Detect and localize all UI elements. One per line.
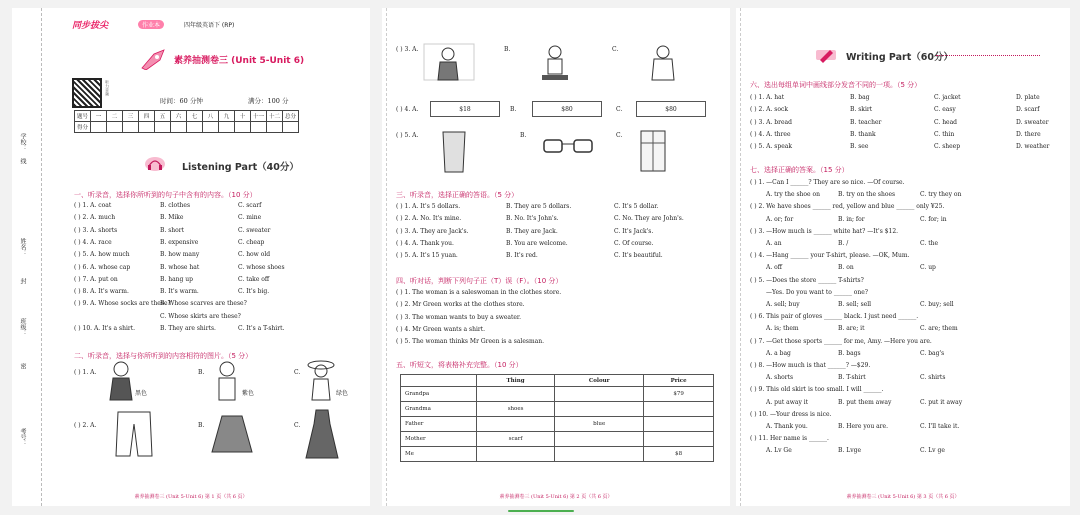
table-cell-4-2[interactable]: [555, 447, 644, 462]
s1-item-6-opt-2: C. whose shoes: [238, 263, 285, 271]
s7-row-7-col-2: C. up: [920, 264, 936, 272]
table-cell-1-3[interactable]: [644, 402, 714, 417]
price-tag-c: $80: [636, 101, 706, 117]
section-5-heading: 五、听短文，将表格补充完整。（10 分）: [396, 361, 523, 369]
s3-item-5-opt-1: B. It's red.: [506, 252, 538, 260]
pencil-icon: [814, 46, 838, 64]
s3-item-5-opt-0: ( ) 5. A. It's 15 yuan.: [396, 252, 458, 260]
score-blank-cell: [155, 122, 171, 133]
s4-statement-1: ( ) 1. The woman is a saleswoman in the clothes store.: [396, 289, 562, 296]
s1-item-4-opt-2: C. cheap: [238, 238, 265, 246]
listening-part-title: Listening Part（40分）: [182, 162, 299, 173]
s3-item-1-opt-2: C. It's 5 dollar.: [614, 203, 659, 210]
s6-item-3-opt-3: D. sweater: [1016, 118, 1049, 126]
colour-note-3: 绿色: [336, 390, 349, 397]
s1-item-8-opt-2: C. It's big.: [238, 288, 270, 296]
s4-statement-2: ( ) 2. Mr Green works at the clothes store.: [396, 301, 525, 309]
writing-part-title: Writing Part（60分）: [846, 52, 953, 63]
s1-item-3-opt-1: B. short: [160, 226, 185, 234]
s7-row-22-col-2: C. Lv ge: [920, 447, 945, 455]
table-cell-2-3[interactable]: [644, 417, 714, 432]
section-4-heading: 四、听对话，判断下列句子正（T）误（F）。（10 分）: [396, 277, 563, 285]
picture-q3-c: C.: [612, 46, 619, 53]
s6-item-4-opt-1: B. thank: [850, 130, 876, 138]
s7-row-14-col-1: B. bags: [838, 349, 861, 357]
s4-statement-3: ( ) 3. The woman wants to buy a sweater.: [396, 313, 522, 321]
full-score-label: 满分：100 分: [248, 97, 289, 105]
score-header-cell: 五: [155, 111, 171, 122]
s6-item-1-opt-3: D. plate: [1016, 94, 1040, 101]
s7-row-5-col-2: C. the: [920, 240, 939, 247]
s3-item-2-opt-2: C. No. They are John's.: [614, 215, 684, 223]
s7-row-18-col-2: C. put it away: [920, 398, 963, 406]
colour-note-2: 紫色: [242, 390, 255, 397]
section-2-heading: 二、听录音，选择与你所听到的内容相符的图片。（5 分）: [74, 352, 253, 360]
girl-trying-shoes-image: [528, 42, 582, 82]
score-blank-cell: [171, 122, 187, 133]
s7-row-7-col-1: B. on: [838, 264, 854, 272]
price-q4-label: ( ) 4. A.: [396, 106, 419, 113]
s7-row-20-col-1: B. Here you are.: [838, 423, 889, 430]
s6-item-1-opt-0: ( ) 1. A. hat: [750, 94, 785, 101]
price-q4-c: C.: [616, 106, 623, 113]
s1-item-3-opt-0: ( ) 3. A. shorts: [74, 226, 118, 234]
s7-row-14-col-0: A. a bag: [766, 349, 791, 357]
table-cell-0-0: Grandpa: [401, 387, 477, 402]
s1-item-5-opt-1: B. how many: [160, 251, 200, 259]
s7-row-3-col-0: A. or; for: [766, 215, 794, 223]
s7-row-0-col-0: ( ) 1. —Can I ______? They are so nice. —Of course.: [750, 179, 905, 186]
s6-item-5-opt-0: ( ) 5. A. speak: [750, 143, 792, 151]
score-header-cell: 总分: [283, 111, 299, 122]
s7-row-17-col-0: ( ) 9. This old skirt is too small. I will ______.: [750, 386, 884, 394]
s7-row-7-col-0: A. off: [766, 264, 783, 272]
s7-row-10-col-0: A. sell; buy: [766, 301, 800, 308]
s6-item-4-opt-3: D. there: [1016, 130, 1041, 138]
score-blank-cell: [123, 122, 139, 133]
s7-row-11-col-0: ( ) 6. This pair of gloves ______ black. I just need ______.: [750, 313, 919, 321]
s7-row-22-col-1: B. Lvge: [838, 447, 861, 455]
table-cell-1-2[interactable]: [555, 402, 644, 417]
page-2: [382, 8, 730, 506]
s6-item-2-opt-3: D. scarf: [1016, 106, 1040, 114]
school-label: 学校：: [19, 133, 26, 151]
s1-item-5-opt-0: ( ) 5. A. how much: [74, 251, 130, 259]
name-label: 姓名：: [19, 238, 26, 256]
s6-item-5-opt-2: C. sheep: [934, 143, 961, 151]
s1-item-4-opt-0: ( ) 4. A. race: [74, 238, 112, 246]
s1-item-7-opt-2: C. take off: [238, 275, 270, 283]
table-cell-1-1: shoes: [477, 402, 555, 417]
s6-item-5-opt-1: B. see: [850, 143, 869, 151]
s7-row-6-col-0: ( ) 4. —Hang ______ your T-shirt, please. —OK, Mum.: [750, 252, 910, 260]
table-cell-3-3[interactable]: [644, 432, 714, 447]
s1-item-2-opt-0: ( ) 2. A. much: [74, 214, 116, 222]
s3-item-2-opt-0: ( ) 2. A. No. It's mine.: [396, 215, 462, 223]
s7-row-12-col-1: B. are; it: [838, 325, 865, 333]
s1-item-10-opt-1: C. Whose skirts are these?: [160, 312, 241, 320]
table-cell-4-0: Me: [401, 447, 477, 462]
boy-purple-clothes-image: [210, 360, 244, 402]
s7-row-16-col-2: C. shirts: [920, 374, 946, 382]
price-tag-b: $80: [532, 101, 602, 117]
table-cell-4-1[interactable]: [477, 447, 555, 462]
s7-row-14-col-2: C. bag's: [920, 349, 945, 357]
boy-taking-off-jacket-image: [636, 42, 690, 82]
s1-item-1-opt-0: ( ) 1. A. coat: [74, 202, 112, 209]
girl-hanging-clothes-image: [422, 42, 476, 82]
s7-row-3-col-1: B. in; for: [838, 215, 865, 223]
s6-item-2-opt-0: ( ) 2. A. sock: [750, 106, 788, 114]
table-header-3: Price: [644, 375, 714, 387]
score-header-cell: 一: [91, 111, 107, 122]
s7-row-15-col-0: ( ) 8. —How much is that ______? —$29.: [750, 362, 871, 369]
binding-gutter: [12, 8, 42, 506]
s6-item-3-opt-2: C. head: [934, 118, 958, 126]
s6-item-4-opt-0: ( ) 4. A. three: [750, 130, 791, 138]
table-header-2: Colour: [555, 375, 644, 387]
section-7-heading: 七、选择正确的答案。（15 分）: [750, 166, 849, 174]
s7-row-20-col-0: A. Thank you.: [766, 423, 808, 430]
s3-item-3-opt-1: B. They are Jack.: [506, 227, 558, 235]
score-header-cell: 九: [219, 111, 235, 122]
s7-row-10-col-1: B. sell; sell: [838, 301, 872, 308]
page-divider-2: [740, 8, 741, 506]
score-blank-cell: [283, 122, 299, 133]
s6-item-3-opt-1: B. teacher: [850, 118, 882, 126]
headphone-icon: [144, 156, 166, 172]
table-row: [401, 387, 714, 402]
rocket-icon: [140, 48, 168, 70]
brand-logo: 同步拔尖: [72, 21, 109, 31]
s1-item-8-opt-1: B. It's warm.: [160, 288, 199, 296]
s1-item-6-opt-0: ( ) 6. A. whose cap: [74, 263, 131, 271]
page-3-footer: 素养抽测卷三 (Unit 5-Unit 6) 第 3 页（共 6 页）: [846, 494, 960, 500]
seal-mark-line: 线: [19, 158, 26, 164]
s1-item-9-opt-0: ( ) 9. A. Whose socks are these?: [74, 300, 171, 308]
seat-label: 考号：: [19, 428, 26, 446]
page-divider: [386, 8, 387, 506]
s7-row-13-col-0: ( ) 7. —Get those sports ______ for me, Amy. —Here you are.: [750, 337, 932, 345]
s6-item-1-opt-1: B. bag: [850, 94, 870, 101]
picture-q1-c: C.: [294, 369, 301, 376]
s3-item-4-opt-1: B. You are welcome.: [506, 239, 568, 247]
s7-row-18-col-1: B. put them away: [838, 398, 892, 406]
table-cell-0-3: $79: [644, 387, 714, 402]
s7-row-4-col-0: ( ) 3. —How much is ______ white hat? —It's $12.: [750, 227, 899, 235]
picture-q2-c: C.: [294, 422, 301, 429]
s7-row-22-col-0: A. Lv Ge: [766, 447, 792, 455]
table-cell-2-1[interactable]: [477, 417, 555, 432]
table-row: [401, 417, 714, 432]
girl-green-hat-image: [304, 358, 338, 402]
table-cell-3-1: scarf: [477, 432, 555, 447]
s7-row-9-col-0: —Yes. Do you want to ______ one?: [766, 288, 868, 296]
section-6-heading: 六、选出每组单词中画线部分发音不同的一项。（5 分）: [750, 81, 922, 89]
picture-q5-c: C.: [616, 132, 623, 139]
s7-row-12-col-2: C. are; them: [920, 325, 958, 333]
picture-q2-label: ( ) 2. A.: [74, 422, 97, 429]
score-blank-cell: [91, 122, 107, 133]
table-cell-2-0: Father: [401, 417, 477, 432]
s1-item-2-opt-1: B. Mike: [160, 214, 184, 222]
s1-item-7-opt-1: B. hang up: [160, 275, 193, 283]
s7-row-10-col-2: C. buy; sell: [920, 301, 954, 308]
picture-q1-b: B.: [198, 369, 205, 376]
s4-statement-4: ( ) 4. Mr Green wants a shirt.: [396, 325, 486, 333]
score-blank-cell: [251, 122, 267, 133]
skirt-image: [210, 412, 254, 456]
s3-item-2-opt-1: B. No. It's John's.: [506, 215, 559, 223]
qr-code[interactable]: [72, 78, 102, 108]
seal-mark-seal: 封: [19, 278, 26, 284]
score-blank-cell: [139, 122, 155, 133]
table-cell-3-0: Mother: [401, 432, 477, 447]
picture-q2-b: B.: [198, 422, 205, 429]
s1-item-3-opt-2: C. sweater: [238, 226, 271, 234]
score-blank-cell: [219, 122, 235, 133]
s1-item-8-opt-0: ( ) 8. A. It's warm.: [74, 288, 129, 296]
s6-item-5-opt-3: D. weather: [1016, 143, 1050, 151]
s3-item-4-opt-2: C. Of course.: [614, 239, 654, 247]
s6-item-3-opt-0: ( ) 3. A. bread: [750, 118, 792, 126]
s1-item-1-opt-1: B. clothes: [160, 202, 191, 209]
s4-statement-5: ( ) 5. The woman thinks Mr Green is a salesman.: [396, 338, 545, 346]
s7-row-3-col-2: C. for; in: [920, 215, 947, 223]
price-q4-b: B.: [510, 106, 517, 113]
s1-item-11-opt-0: ( ) 10. A. It's a shirt.: [74, 325, 136, 332]
s6-item-1-opt-2: C. jacket: [934, 94, 961, 101]
page-2-footer: 素养抽测卷三 (Unit 5-Unit 6) 第 2 页（共 6 页）: [499, 494, 613, 500]
score-header-cell: 七: [187, 111, 203, 122]
s7-row-1-col-1: B. try on the shoes: [838, 191, 896, 199]
table-cell-0-2[interactable]: [555, 387, 644, 402]
s6-item-2-opt-1: B. skirt: [850, 106, 873, 114]
picture-q5-label: ( ) 5. A.: [396, 132, 419, 139]
score-blank-cell: [107, 122, 123, 133]
s6-item-4-opt-2: C. thin: [934, 130, 955, 138]
s6-item-2-opt-2: C. easy: [934, 106, 956, 114]
glasses-image: [540, 136, 596, 156]
s7-row-21-col-0: ( ) 11. Her name is ______.: [750, 435, 829, 443]
scroll-indicator[interactable]: [508, 510, 574, 512]
score-header-cell: 三: [123, 111, 139, 122]
window-image: [638, 128, 668, 174]
score-header-cell: 十: [235, 111, 251, 122]
s1-item-7-opt-0: ( ) 7. A. put on: [74, 275, 118, 283]
trousers-image: [114, 410, 154, 460]
picture-q3-label: ( ) 3. A.: [396, 46, 419, 53]
s3-item-3-opt-0: ( ) 3. A. They are Jack's.: [396, 227, 469, 235]
girl-black-clothes-image: [104, 360, 138, 402]
title-rule: [936, 55, 1040, 56]
price-tag-a: $18: [430, 101, 500, 117]
score-blank-cell: 得分: [75, 122, 91, 133]
picture-q5-b: B.: [520, 132, 527, 139]
table-header-1: Thing: [477, 375, 555, 387]
score-header-cell: 六: [171, 111, 187, 122]
s7-row-20-col-2: C. I'll take it.: [920, 423, 960, 430]
score-header-cell: 八: [203, 111, 219, 122]
grade-label: 四年级英语下 (RP): [184, 22, 235, 29]
s1-item-5-opt-2: C. how old: [238, 251, 271, 259]
s7-row-8-col-0: ( ) 5. —Does the store ______ T-shirts?: [750, 276, 864, 284]
info-table: [400, 374, 714, 462]
score-blank-cell: [267, 122, 283, 133]
section-3-heading: 三、听录音，选择正确的答语。（5 分）: [396, 191, 519, 199]
table-cell-0-1[interactable]: [477, 387, 555, 402]
picture-q3-b: B.: [504, 46, 511, 53]
s3-item-1-opt-0: ( ) 1. A. It's 5 dollars.: [396, 203, 461, 210]
s7-row-1-col-0: A. try the shoe on: [766, 191, 820, 199]
qr-caption: 听力音频: [105, 80, 110, 96]
colour-note-1: 黑色: [135, 390, 148, 397]
table-header-0: [401, 375, 477, 387]
s7-row-5-col-0: A. an: [766, 240, 782, 247]
score-header-cell: 四: [139, 111, 155, 122]
brand-badge: 作业本: [138, 20, 164, 29]
s1-item-1-opt-2: C. scarf: [238, 202, 262, 209]
score-blank-cell: [235, 122, 251, 133]
table-cell-1-0: Grandma: [401, 402, 477, 417]
s7-row-18-col-0: A. put away it: [766, 398, 809, 406]
s1-item-9-opt-1: B. Whose scarves are these?: [160, 300, 247, 308]
s7-row-2-col-0: ( ) 2. We have shoes ______ red, yellow and blue ______ only ¥25.: [750, 203, 945, 211]
score-header-cell: 十一: [251, 111, 267, 122]
score-table: [74, 110, 299, 133]
s3-item-3-opt-2: C. It's Jack's.: [614, 227, 654, 235]
s7-row-12-col-0: A. is; them: [766, 325, 799, 333]
s3-item-1-opt-1: B. They are 5 dollars.: [506, 203, 572, 210]
page-3: [736, 8, 1070, 506]
table-row: [401, 447, 714, 462]
score-header-cell: 二: [107, 111, 123, 122]
s7-row-5-col-1: B. /: [838, 240, 849, 247]
s7-row-16-col-0: A. shorts: [766, 374, 794, 382]
table-cell-2-2: blue: [555, 417, 644, 432]
section-1-heading: 一、听录音，选择你所听到的句子中含有的内容。（10 分）: [74, 191, 257, 199]
s1-item-6-opt-1: B. whose hat: [160, 263, 200, 271]
table-cell-4-3: $8: [644, 447, 714, 462]
s3-item-5-opt-2: C. It's beautiful.: [614, 252, 663, 260]
s1-item-11-opt-1: B. They are shirts.: [160, 325, 216, 332]
s1-item-2-opt-2: C. mine: [238, 214, 262, 222]
dress-image: [304, 408, 340, 460]
score-blank-cell: [187, 122, 203, 133]
s7-row-1-col-2: C. try they on: [920, 191, 962, 199]
paper-title: 素养抽测卷三 (Unit 5-Unit 6): [174, 56, 305, 66]
s7-row-16-col-1: B. T-shirt: [838, 374, 866, 382]
class-label: 班级：: [19, 318, 26, 336]
table-row: [401, 402, 714, 417]
score-blank-cell: [203, 122, 219, 133]
table-cell-3-2[interactable]: [555, 432, 644, 447]
glass-image: [440, 130, 468, 174]
s1-item-11-opt-2: C. It's a T-shirt.: [238, 325, 285, 332]
page-1: [12, 8, 370, 506]
picture-q1-label: ( ) 1. A.: [74, 369, 97, 376]
s3-item-4-opt-0: ( ) 4. A. Thank you.: [396, 239, 454, 247]
score-header-cell: 十二: [267, 111, 283, 122]
time-label: 时间：60 分钟: [160, 97, 203, 105]
table-row: [401, 432, 714, 447]
page-1-footer: 素养抽测卷三 (Unit 5-Unit 6) 第 1 页（共 6 页）: [134, 494, 248, 500]
score-header-cell: 题号: [75, 111, 91, 122]
seal-mark-secret: 密: [19, 363, 26, 369]
s1-item-4-opt-1: B. expensive: [160, 238, 199, 246]
s7-row-19-col-0: ( ) 10. —Your dress is nice.: [750, 410, 832, 418]
